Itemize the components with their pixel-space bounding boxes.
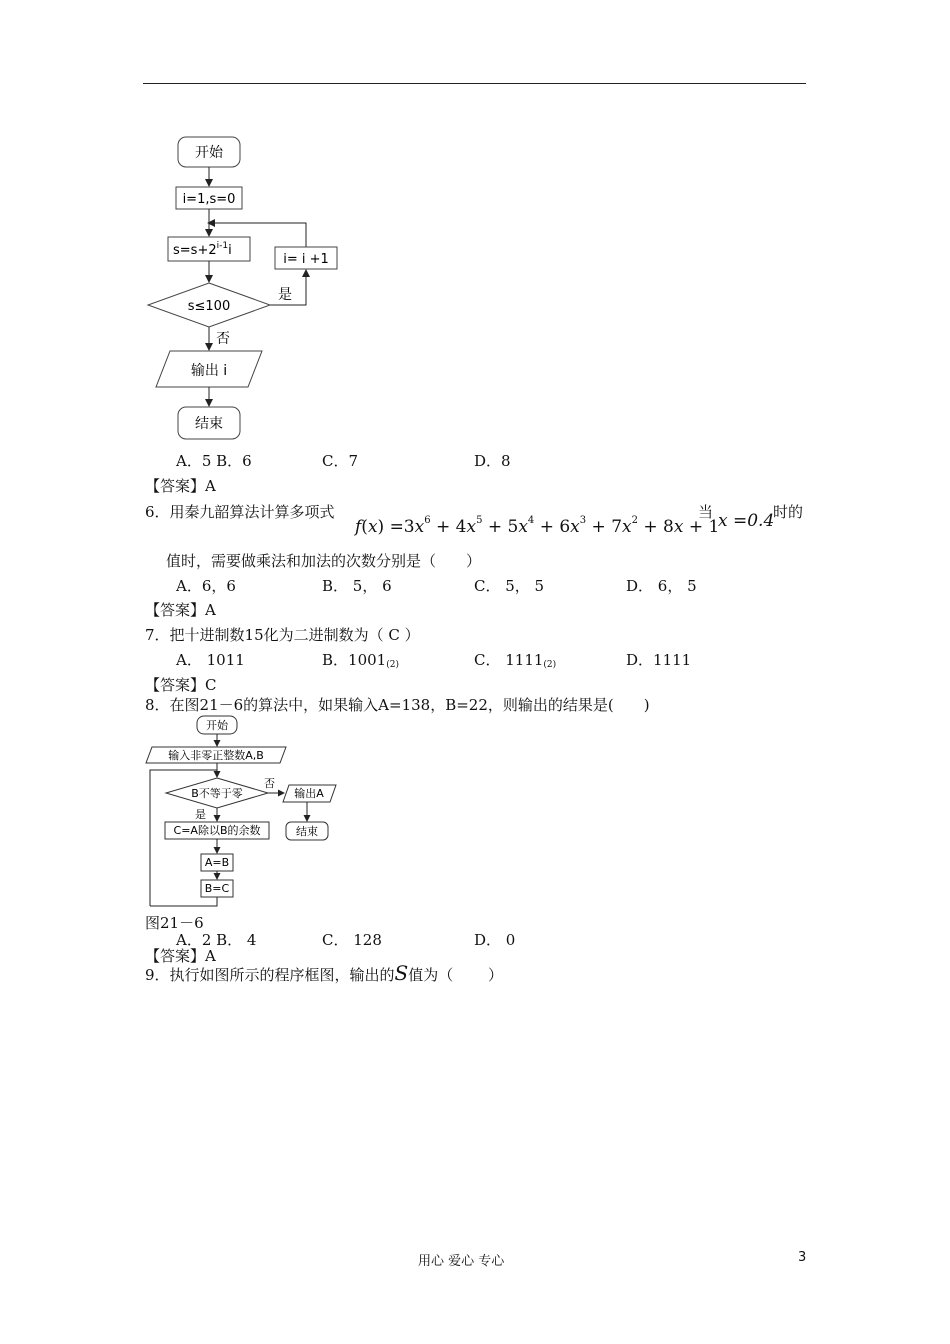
fc2-assign-a-label: A=B (204, 856, 230, 869)
q7-option-c-text: C． 1111 (474, 651, 544, 669)
q8-figure-caption: 图21－6 (145, 914, 204, 932)
q7-option-c-base: (2) (543, 660, 557, 670)
fc2-end-label: 结束 (296, 825, 318, 838)
fc2-input-label: 输入非零正整数A,B (168, 749, 264, 762)
output-label: 输出 i (190, 363, 228, 379)
q6-option-a: A．6，6 (176, 577, 236, 595)
q5-option-d: D．8 (474, 452, 511, 470)
q8-options-ab: A．2 B． 4 (176, 931, 257, 949)
increment-label: i= i +1 (283, 252, 329, 267)
q9-stem-prefix: 9．执行如图所示的程序框图，输出的 (145, 966, 395, 984)
q8-stem: 8．在图21－6的算法中，如果输入A=138，B=22，则输出的结果是( ) (145, 696, 650, 714)
end-label: 结束 (195, 416, 223, 432)
q8-option-d: D． 0 (474, 931, 516, 949)
q6-when: 当 (698, 503, 714, 521)
no-label: 否 (216, 331, 230, 347)
update-s-label: $s=s+2^{i-1}i$ (173, 241, 232, 258)
header-rule (143, 83, 806, 84)
q6-stem-line2: 值时，需要做乘法和加法的次数分别是（ ） (166, 552, 482, 570)
q8-answer: 【答案】A (145, 947, 216, 965)
q9-stem (145, 961, 504, 985)
fc2-no-label: 否 (264, 777, 275, 790)
fc2-start-label: 开始 (206, 719, 228, 732)
q8-option-c: C． 128 (322, 931, 382, 949)
q7-stem: 7．把十进制数15化为二进制数为（ C ） (145, 626, 420, 644)
fc2-remainder-label: C=A除以B的余数 (173, 824, 261, 837)
q9-stem-suffix: 值为（ ） (408, 966, 504, 984)
q6-stem-prefix: 6．用秦九韶算法计算多项式 (145, 503, 335, 521)
q5-options-ab: A．5 B．6 (176, 452, 252, 470)
start-label: 开始 (195, 145, 223, 161)
flowchart-2 (140, 712, 350, 912)
fc2-yes-label: 是 (195, 808, 206, 821)
condition-label: s≤100 (187, 299, 231, 314)
q5-option-c: C．7 (322, 452, 359, 470)
q5-answer: 【答案】A (145, 477, 216, 495)
q6-option-b: B． 5， 6 (322, 577, 392, 595)
fc2-assign-b-label: B=C (204, 882, 230, 895)
q9-var: S (394, 961, 409, 985)
q6-answer: 【答案】A (145, 601, 216, 619)
q6-stem-suffix: 时的 (773, 503, 804, 521)
q7-option-d: D．1111 (626, 651, 692, 669)
q7-option-b (322, 651, 399, 674)
fc2-output-label: 输出A (294, 787, 324, 800)
fc2-condition-label: B不等于零 (191, 787, 243, 800)
q7-option-a: A． 1011 (176, 651, 245, 669)
page-number: 3 (798, 1250, 807, 1265)
q7-answer: 【答案】C (145, 676, 217, 694)
q7-option-b-text: B．1001 (322, 651, 387, 669)
yes-label: 是 (278, 287, 292, 303)
q6-option-d: D． 6， 5 (626, 577, 697, 595)
q7-option-b-base: (2) (386, 660, 399, 670)
q7-option-c (474, 651, 556, 674)
init-label: i=1,s=0 (182, 192, 236, 207)
q6-x-value: x =0.4 (718, 511, 775, 531)
flowchart-1 (140, 125, 360, 445)
footer-center: 用心 爱心 专心 (418, 1254, 505, 1269)
q6-option-c: C． 5， 5 (474, 577, 545, 595)
q6-polynomial: $f(x) =3x^6 + 4x^5 + 5x^4 + 6x^3 + 7x^2 + 8x + 1$ (355, 515, 720, 537)
